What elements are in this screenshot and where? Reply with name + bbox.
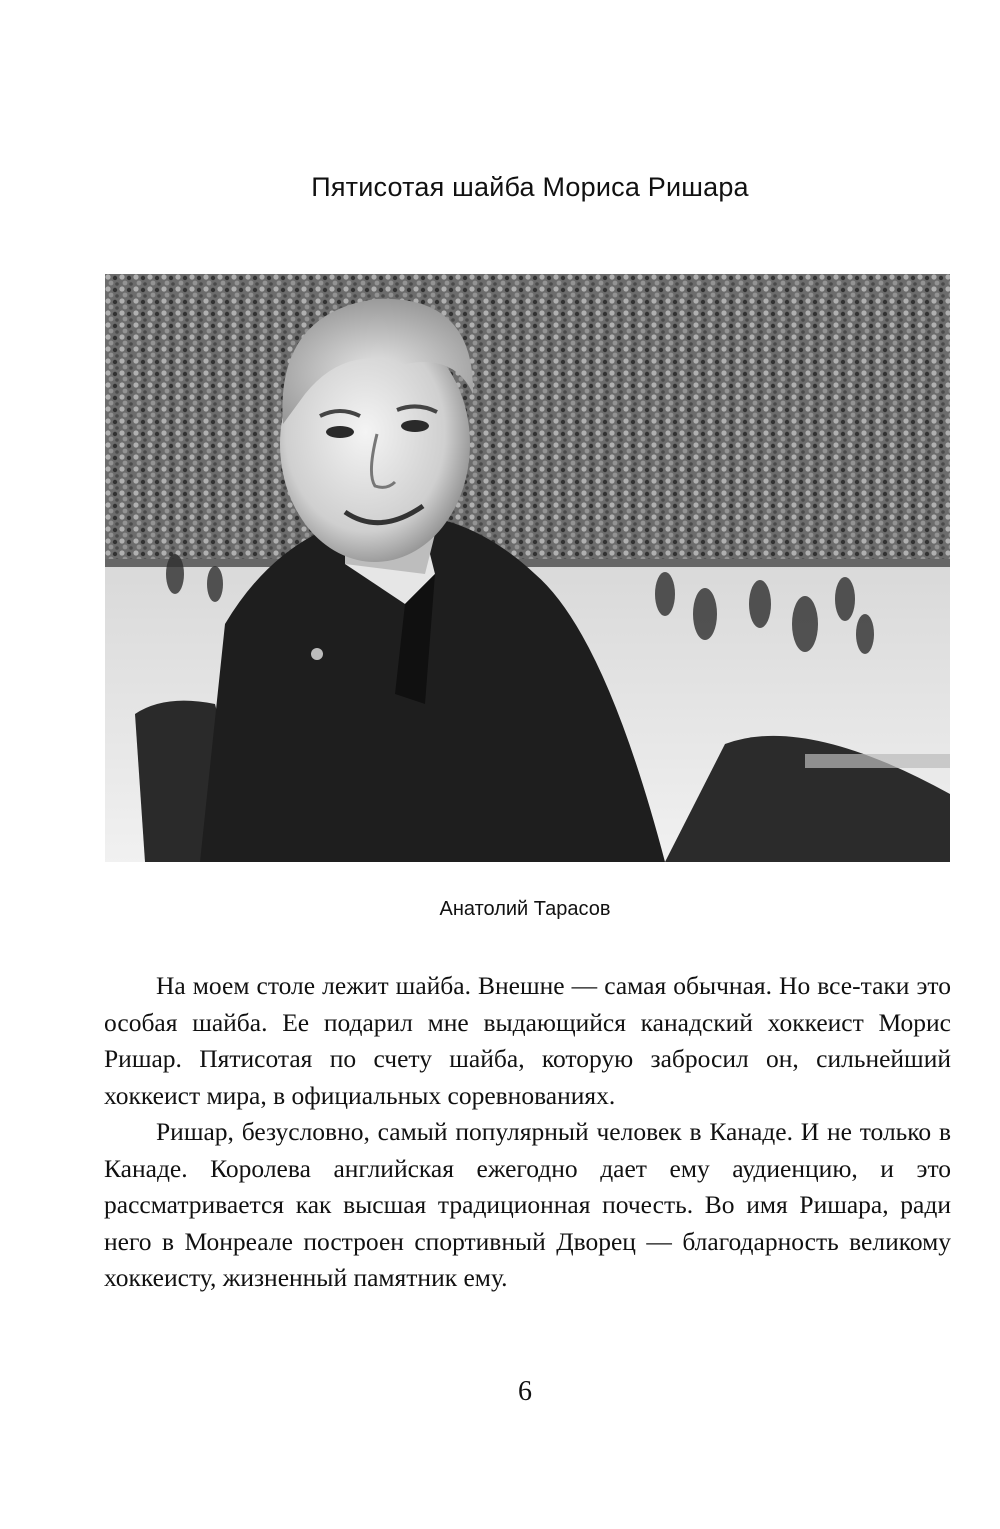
portrait-photo: [105, 274, 950, 862]
chapter-title: Пятисотая шайба Мориса Ришара: [311, 172, 749, 202]
paragraph: Ришар, безусловно, самый популярный человек в Канаде. И не только в Канаде. Королева английская ежегодно дает ему аудиенцию, и это рассматривается как высшая традиционная почесть. Во имя Ришара, ради него в Монреале построен спортивный Дворец — благодарность великому хоккеисту, жизненный памятник ему.: [104, 1117, 951, 1292]
photo-caption: Анатолий Тарасов: [439, 898, 611, 920]
page-number: 6: [518, 1376, 532, 1407]
body-text: [104, 968, 951, 1297]
paragraph: На моем столе лежит шайба. Внешне — самая обычная. Но все-таки это особая шайба. Ее подарил мне выдающийся канадский хоккеист Морис Ришар. Пятисотая по счету шайба, которую забросил он, сильнейший хоккеист мира, в официальных соревнованиях.: [104, 971, 951, 1110]
